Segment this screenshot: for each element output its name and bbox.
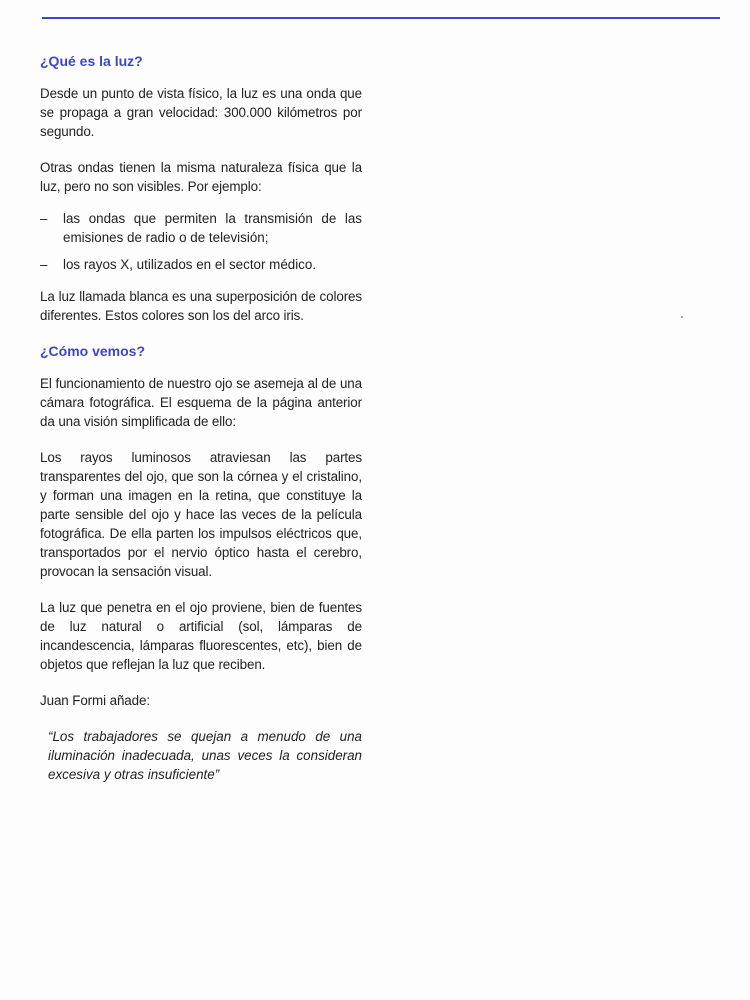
paragraph: El funcionamiento de nuestro ojo se asemeja al de una cámara fotográfica. El esquema de la página anterior da una visión simplificada de ello:	[40, 376, 362, 429]
paragraph: Los rayos luminosos atraviesan las partes transparentes del ojo, que son la córnea y el cristalino, y forman una imagen en la retina, que constituye la parte sensible del ojo y hace las veces de la película fotográfica. De ella parten los impulsos eléctricos que, transportados por el nervio óptico hasta el cerebro, provocan la sensación visual.	[40, 450, 362, 579]
bleed-through-shadow	[390, 90, 408, 140]
scan-speck	[681, 316, 683, 318]
heading-what-is-light: ¿Qué es la luz?	[40, 53, 143, 69]
quote: “Los trabajadores se quejan a menudo de una iluminación inadecuada, unas veces la consideran excesiva y otras insuficiente”	[48, 729, 362, 782]
paragraph: La luz llamada blanca es una superposición de colores diferentes. Estos colores son los del arco iris.	[40, 289, 362, 323]
text-column	[40, 52, 362, 784]
list-item	[40, 255, 362, 274]
heading-how-we-see: ¿Cómo vemos?	[40, 343, 146, 359]
paragraph: Juan Formi añade:	[40, 693, 150, 708]
list-item	[40, 209, 362, 247]
list-item-text: los rayos X, utilizados en el sector médico.	[63, 257, 317, 272]
paragraph: Desde un punto de vista físico, la luz es una onda que se propaga a gran velocidad: 300.000 kilómetros por segundo.	[40, 86, 362, 139]
dash-bullet-icon: –	[40, 211, 48, 226]
list-item-text: las ondas que permiten la transmisión de las emisiones de radio o de televisión;	[63, 211, 362, 245]
dash-bullet-icon: –	[40, 257, 48, 272]
paragraph: Otras ondas tienen la misma naturaleza física que la luz, pero no son visibles. Por ejemplo:	[40, 160, 362, 194]
paragraph: La luz que penetra en el ojo proviene, bien de fuentes de luz natural o artificial (sol, lámparas de incandescencia, lámparas fluorescentes, etc), bien de objetos que reflejan la luz que reciben.	[40, 600, 362, 672]
top-rule	[42, 17, 720, 19]
bullet-list	[40, 209, 362, 274]
